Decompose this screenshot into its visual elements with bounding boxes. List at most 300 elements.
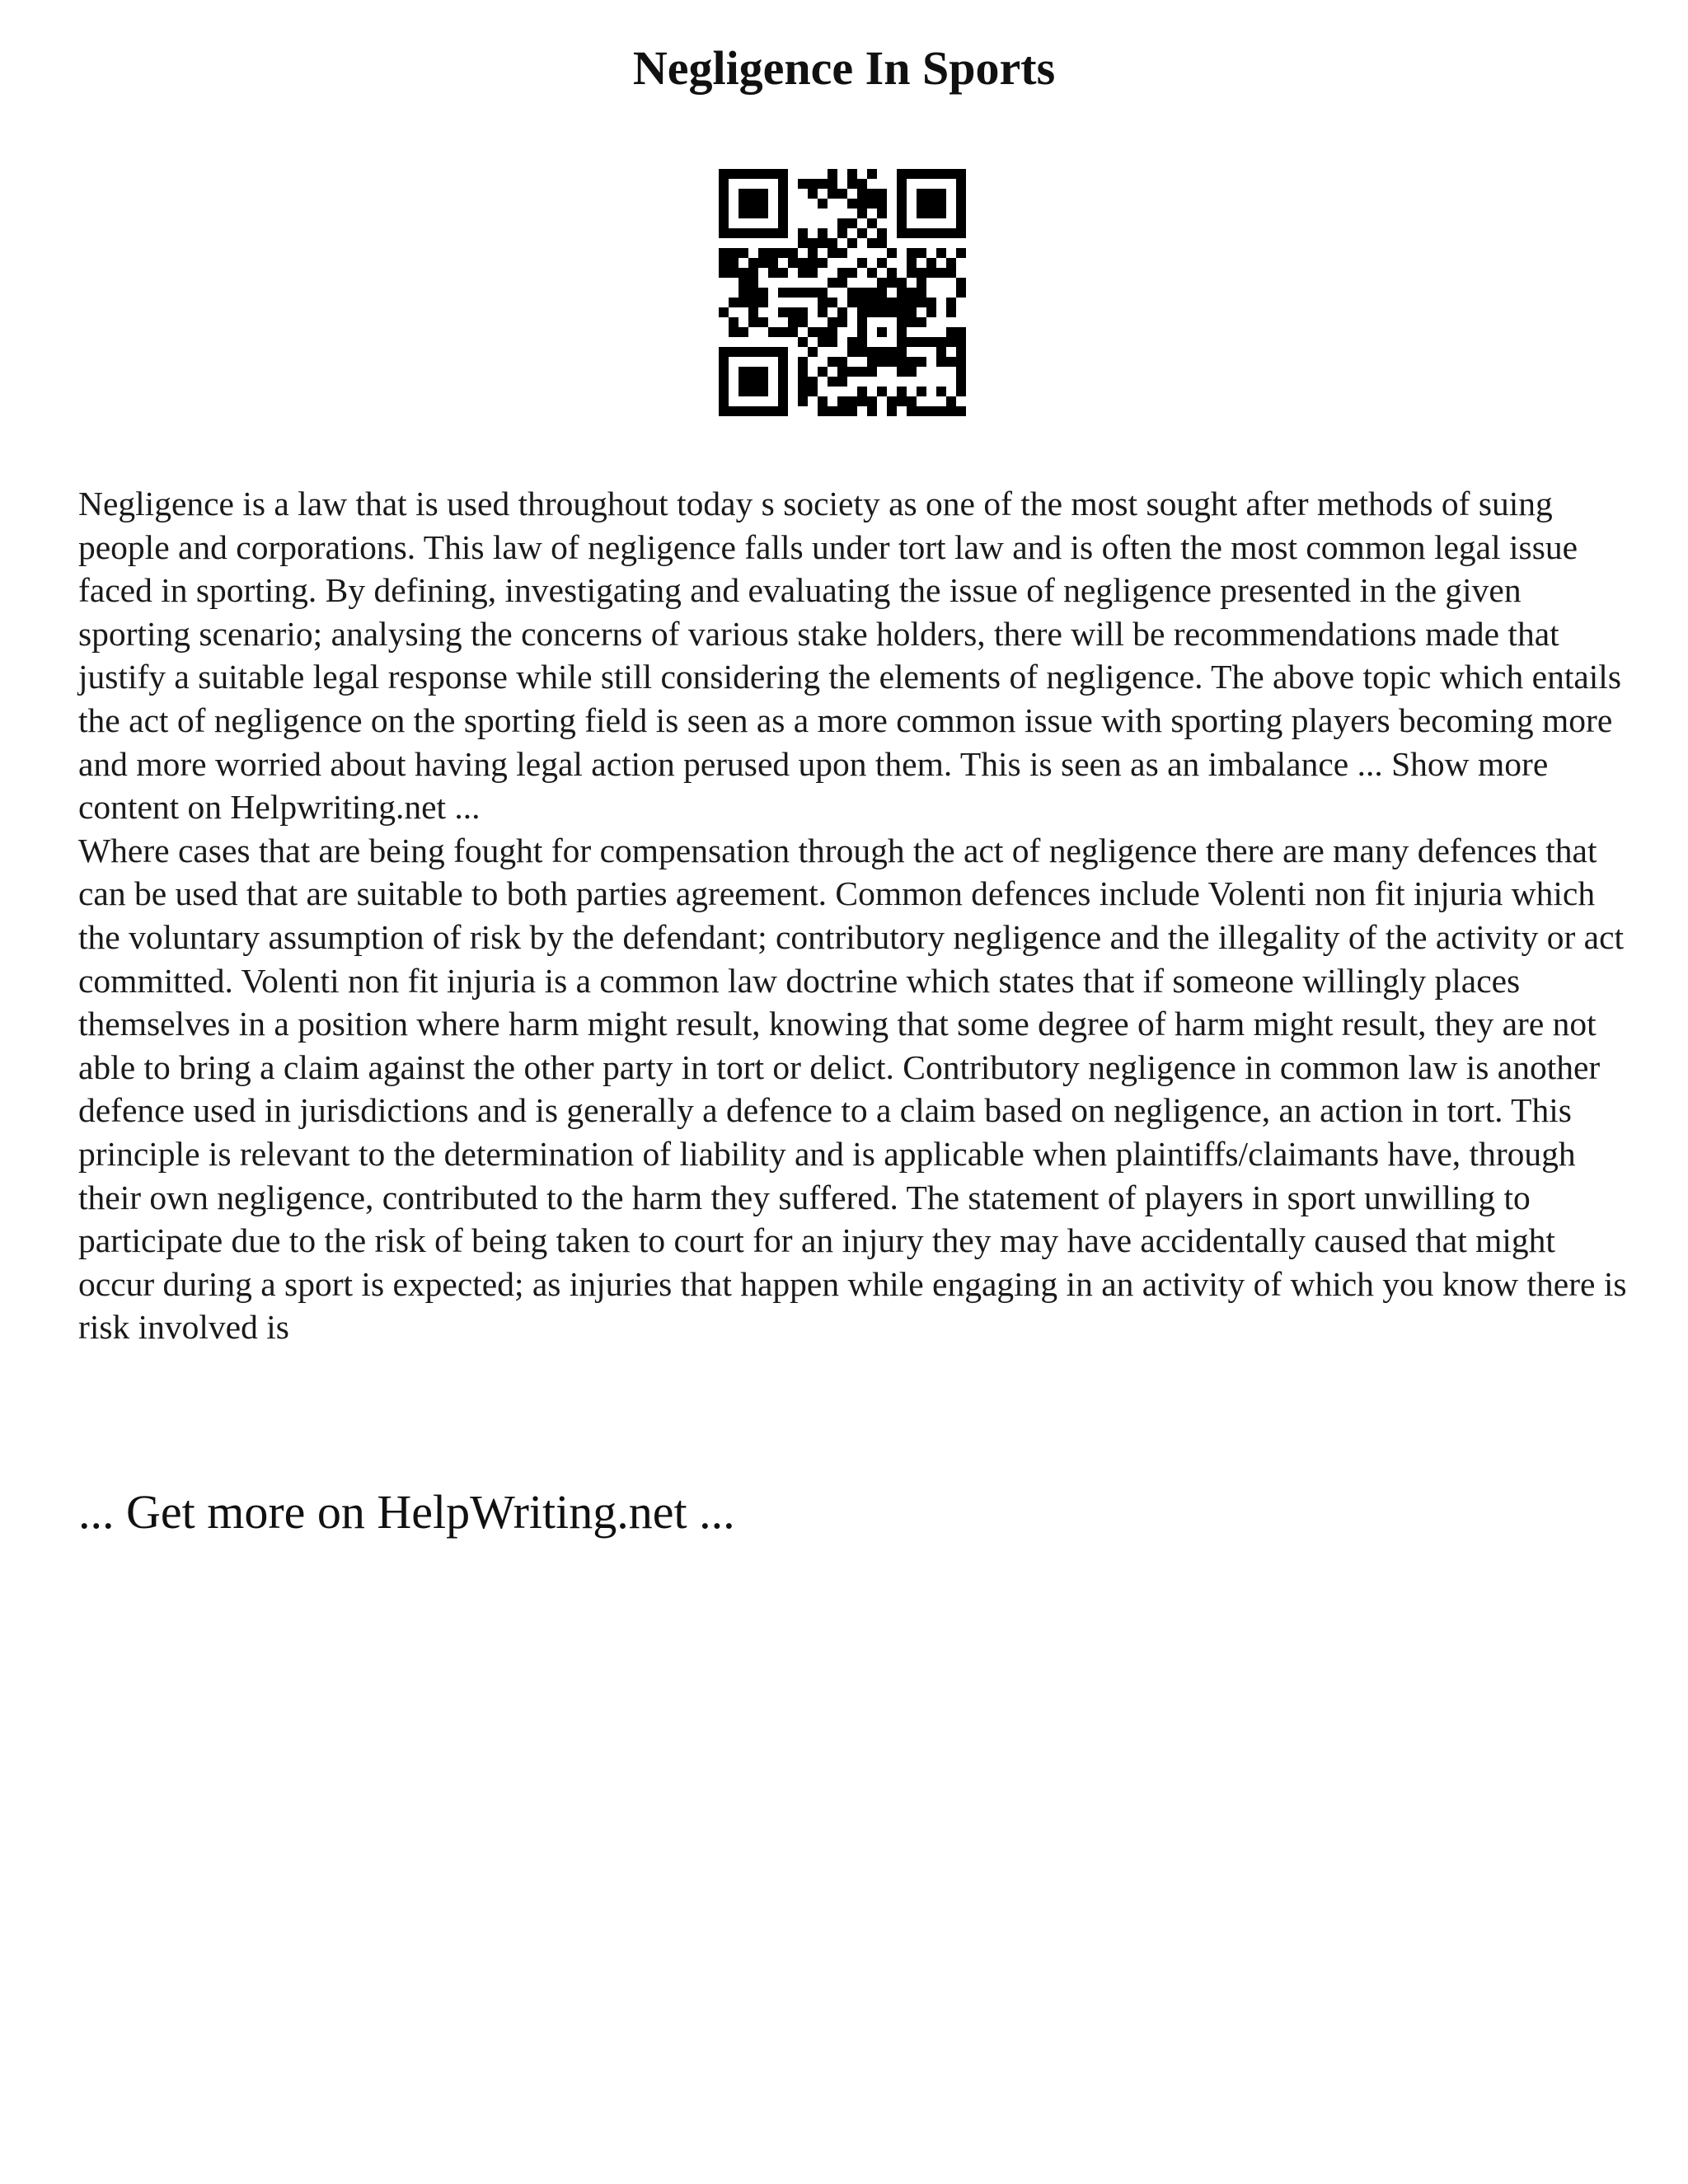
qr-module: [946, 406, 956, 416]
qr-module: [788, 248, 798, 258]
qr-module: [798, 367, 808, 377]
qr-module: [867, 347, 877, 357]
qr-module: [917, 199, 926, 209]
qr-module: [956, 387, 966, 396]
qr-module: [907, 228, 917, 238]
qr-module: [837, 317, 847, 327]
qr-module: [778, 406, 788, 416]
qr-module: [798, 396, 808, 406]
qr-module: [917, 248, 926, 258]
qr-module: [748, 169, 758, 179]
qr-module: [837, 406, 847, 416]
qr-module: [768, 347, 778, 357]
qr-module: [778, 367, 788, 377]
qr-module: [778, 268, 788, 278]
qr-module: [738, 228, 748, 238]
qr-module: [738, 288, 748, 298]
qr-module: [729, 347, 738, 357]
qr-module: [778, 387, 788, 396]
qr-module: [897, 387, 907, 396]
qr-module: [877, 357, 887, 367]
qr-module: [917, 278, 926, 288]
qr-module: [818, 199, 828, 209]
qr-module: [877, 307, 887, 317]
qr-module: [936, 347, 946, 357]
qr-module: [907, 357, 917, 367]
qr-module: [867, 238, 877, 248]
qr-module: [798, 228, 808, 238]
qr-module: [897, 288, 907, 298]
qr-module: [867, 307, 877, 317]
qr-module: [867, 268, 877, 278]
qr-module: [768, 406, 778, 416]
qr-module: [877, 288, 887, 298]
qr-module: [956, 278, 966, 288]
qr-module: [936, 209, 946, 218]
qr-module: [926, 189, 936, 199]
qr-module: [768, 258, 778, 268]
qr-module: [897, 357, 907, 367]
qr-module: [818, 238, 828, 248]
qr-module: [808, 377, 818, 387]
qr-module: [748, 199, 758, 209]
qr-module: [917, 209, 926, 218]
qr-module: [729, 258, 738, 268]
qr-module: [857, 337, 867, 347]
qr-module: [778, 218, 788, 228]
qr-module: [907, 396, 917, 406]
qr-module: [768, 228, 778, 238]
qr-module: [956, 357, 966, 367]
qr-module: [719, 248, 729, 258]
qr-module: [897, 179, 907, 189]
qr-module: [778, 347, 788, 357]
qr-module: [936, 387, 946, 396]
qr-module: [946, 268, 956, 278]
qr-module: [887, 406, 897, 416]
qr-module: [729, 317, 738, 327]
qr-module: [778, 228, 788, 238]
qr-module: [768, 327, 778, 337]
qr-module: [877, 189, 887, 199]
qr-module: [719, 189, 729, 199]
qr-module: [748, 317, 758, 327]
qr-module: [738, 209, 748, 218]
qr-module: [897, 367, 907, 377]
qr-module: [917, 268, 926, 278]
qr-module: [748, 258, 758, 268]
qr-module: [847, 238, 857, 248]
qr-module: [907, 288, 917, 298]
qr-module: [857, 367, 867, 377]
qr-module: [738, 189, 748, 199]
qr-module: [956, 377, 966, 387]
qr-module: [758, 406, 768, 416]
qr-module: [887, 248, 897, 258]
qr-module: [719, 357, 729, 367]
qr-module: [729, 169, 738, 179]
qr-module: [956, 228, 966, 238]
qr-module: [818, 179, 828, 189]
qr-module: [758, 248, 768, 258]
qr-module: [808, 347, 818, 357]
qr-module: [907, 367, 917, 377]
qr-module: [857, 307, 867, 317]
qr-module: [798, 307, 808, 317]
qr-module: [719, 179, 729, 189]
qr-module: [818, 288, 828, 298]
qr-module: [887, 396, 897, 406]
qr-module: [946, 337, 956, 347]
qr-module: [887, 307, 897, 317]
qr-module: [748, 298, 758, 307]
qr-module: [956, 337, 966, 347]
qr-module: [808, 238, 818, 248]
qr-module: [936, 228, 946, 238]
qr-module: [778, 248, 788, 258]
qr-module: [788, 288, 798, 298]
qr-module: [758, 377, 768, 387]
qr-module: [798, 357, 808, 367]
qr-module: [778, 179, 788, 189]
qr-module: [956, 248, 966, 258]
qr-module: [926, 337, 936, 347]
qr-module: [798, 387, 808, 396]
qr-module: [788, 327, 798, 337]
qr-module: [788, 307, 798, 317]
qr-module: [798, 268, 808, 278]
article-paragraph: Negligence is a law that is used throughout today s society as one of the most sought after methods of suing people and corporations. This law of negligence falls under tort law and is often the most common legal issue faced in sporting. By defining, investigating and evaluating the issue of negligence presented in the given sporting scenario; analysing the concerns of various stake holders, there will be recommendations made that justify a suitable legal response while still considering the elements of negligence. The above topic which entails the act of negligence on the sporting field is seen as a more common issue with sporting players becoming more and more worried about having legal action perused upon them. This is seen as an imbalance ... Show more content on Helpwriting.net ...: [78, 485, 1621, 827]
qr-module: [877, 278, 887, 288]
qr-module: [887, 268, 897, 278]
qr-module: [748, 377, 758, 387]
qr-module: [768, 248, 778, 258]
qr-module: [738, 278, 748, 288]
qr-module: [719, 406, 729, 416]
qr-module: [857, 327, 867, 337]
qr-module: [808, 179, 818, 189]
qr-module: [897, 347, 907, 357]
qr-module: [956, 189, 966, 199]
qr-module: [917, 387, 926, 396]
qr-module: [877, 298, 887, 307]
qr-module: [936, 199, 946, 209]
qr-module: [768, 169, 778, 179]
qr-module: [798, 337, 808, 347]
qr-module: [748, 288, 758, 298]
qr-module: [877, 258, 887, 268]
qr-module: [877, 238, 887, 248]
qr-module: [867, 357, 877, 367]
qr-module: [758, 298, 768, 307]
qr-module: [798, 238, 808, 248]
qr-module: [926, 307, 936, 317]
qr-module: [897, 228, 907, 238]
qr-module: [837, 218, 847, 228]
qr-module: [847, 218, 857, 228]
qr-module: [847, 367, 857, 377]
qr-module: [887, 298, 897, 307]
qr-module: [867, 169, 877, 179]
qr-module: [837, 228, 847, 238]
qr-module: [808, 327, 818, 337]
qr-module: [936, 406, 946, 416]
qr-module: [729, 298, 738, 307]
qr-module: [748, 278, 758, 288]
qr-module: [748, 209, 758, 218]
qr-module: [758, 387, 768, 396]
qr-module: [897, 278, 907, 288]
qr-module: [778, 327, 788, 337]
qr-module: [847, 288, 857, 298]
qr-module: [828, 377, 837, 387]
qr-module: [837, 278, 847, 288]
qr-module: [946, 327, 956, 337]
qr-module: [946, 258, 956, 268]
qr-module: [808, 258, 818, 268]
qr-module: [857, 209, 867, 218]
qr-module: [907, 248, 917, 258]
qr-module: [847, 268, 857, 278]
qr-module: [847, 199, 857, 209]
qr-module: [956, 347, 966, 357]
article-body: [78, 482, 1628, 1349]
qr-module: [897, 189, 907, 199]
qr-module: [877, 228, 887, 238]
qr-module: [867, 406, 877, 416]
qr-module: [758, 228, 768, 238]
qr-module: [758, 199, 768, 209]
qr-module: [867, 288, 877, 298]
qr-module: [729, 406, 738, 416]
qr-module: [867, 298, 877, 307]
qr-module: [926, 406, 936, 416]
get-more-link[interactable]: ... Get more on HelpWriting.net ...: [78, 1485, 735, 1539]
qr-module: [956, 169, 966, 179]
qr-module: [867, 218, 877, 228]
qr-module: [907, 268, 917, 278]
qr-module: [837, 189, 847, 199]
qr-module: [897, 218, 907, 228]
qr-module: [946, 298, 956, 307]
qr-module: [778, 169, 788, 179]
qr-module: [907, 258, 917, 268]
qr-module: [788, 258, 798, 268]
qr-module: [867, 367, 877, 377]
qr-module: [828, 169, 837, 179]
qr-module: [897, 317, 907, 327]
qr-module: [897, 199, 907, 209]
qr-module: [877, 199, 887, 209]
qr-module: [837, 367, 847, 377]
qr-module: [808, 288, 818, 298]
page-title: Negligence In Sports: [632, 41, 1056, 95]
qr-module: [738, 169, 748, 179]
qr-module: [748, 189, 758, 199]
qr-module: [828, 298, 837, 307]
qr-module: [828, 317, 837, 327]
qr-module: [837, 377, 847, 387]
qr-module: [917, 317, 926, 327]
qr-module: [758, 209, 768, 218]
qr-module: [857, 258, 867, 268]
qr-module: [857, 179, 867, 189]
qr-module: [847, 337, 857, 347]
qr-module: [808, 248, 818, 258]
qr-module: [798, 258, 808, 268]
qr-module: [808, 268, 818, 278]
qr-module: [729, 228, 738, 238]
qr-module: [857, 189, 867, 199]
qr-module: [857, 396, 867, 406]
qr-module: [778, 189, 788, 199]
qr-module: [738, 268, 748, 278]
qr-code-icon: [719, 169, 966, 416]
qr-module: [748, 406, 758, 416]
qr-module: [917, 298, 926, 307]
qr-module: [887, 357, 897, 367]
qr-code-graphic: [719, 169, 966, 416]
qr-module: [729, 248, 738, 258]
qr-module: [936, 248, 946, 258]
qr-module: [818, 367, 828, 377]
qr-module: [748, 268, 758, 278]
qr-module: [926, 228, 936, 238]
qr-module: [719, 367, 729, 377]
qr-module: [857, 347, 867, 357]
qr-module: [857, 199, 867, 209]
qr-module: [877, 347, 887, 357]
qr-module: [926, 258, 936, 268]
qr-module: [778, 377, 788, 387]
qr-module: [738, 298, 748, 307]
qr-module: [956, 218, 966, 228]
qr-module: [917, 288, 926, 298]
qr-module: [936, 268, 946, 278]
qr-module: [729, 327, 738, 337]
qr-module: [897, 169, 907, 179]
qr-module: [877, 209, 887, 218]
qr-module: [877, 387, 887, 396]
qr-module: [907, 317, 917, 327]
qr-module: [788, 317, 798, 327]
qr-module: [828, 189, 837, 199]
qr-module: [778, 199, 788, 209]
qr-module: [818, 298, 828, 307]
qr-module: [936, 169, 946, 179]
qr-module: [946, 228, 956, 238]
qr-module: [719, 307, 729, 317]
qr-module: [828, 179, 837, 189]
qr-module: [897, 298, 907, 307]
qr-module: [837, 396, 847, 406]
qr-module: [956, 209, 966, 218]
qr-module: [798, 377, 808, 387]
qr-module: [828, 248, 837, 258]
qr-module: [748, 307, 758, 317]
qr-module: [729, 268, 738, 278]
qr-module: [798, 288, 808, 298]
qr-module: [828, 406, 837, 416]
qr-module: [719, 218, 729, 228]
qr-module: [956, 367, 966, 377]
qr-module: [917, 169, 926, 179]
qr-module: [946, 396, 956, 406]
qr-module: [837, 268, 847, 278]
qr-module: [897, 337, 907, 347]
qr-module: [738, 367, 748, 377]
qr-module: [897, 307, 907, 317]
qr-module: [818, 406, 828, 416]
qr-module: [719, 169, 729, 179]
qr-module: [719, 228, 729, 238]
qr-module: [907, 337, 917, 347]
qr-module: [847, 179, 857, 189]
qr-module: [917, 228, 926, 238]
qr-module: [719, 396, 729, 406]
qr-module: [719, 199, 729, 209]
qr-module: [748, 228, 758, 238]
qr-module: [926, 268, 936, 278]
qr-module: [719, 268, 729, 278]
qr-module: [867, 189, 877, 199]
qr-module: [738, 406, 748, 416]
qr-module: [897, 209, 907, 218]
qr-module: [857, 288, 867, 298]
qr-module: [847, 169, 857, 179]
qr-module: [778, 288, 788, 298]
qr-module: [837, 357, 847, 367]
qr-module: [818, 228, 828, 238]
qr-module: [956, 288, 966, 298]
qr-module: [758, 189, 768, 199]
qr-module: [847, 347, 857, 357]
qr-module: [748, 367, 758, 377]
qr-module: [946, 169, 956, 179]
qr-module: [778, 307, 788, 317]
qr-module: [917, 337, 926, 347]
qr-module: [887, 278, 897, 288]
qr-module: [719, 258, 729, 268]
qr-module: [946, 307, 956, 317]
qr-module: [857, 228, 867, 238]
qr-module: [828, 357, 837, 367]
qr-module: [907, 298, 917, 307]
qr-module: [828, 327, 837, 337]
qr-module: [936, 337, 946, 347]
qr-module: [837, 248, 847, 258]
qr-module: [897, 396, 907, 406]
qr-module: [818, 337, 828, 347]
qr-module: [897, 327, 907, 337]
qr-module: [808, 387, 818, 396]
qr-module: [758, 288, 768, 298]
qr-module: [828, 238, 837, 248]
qr-module: [926, 199, 936, 209]
qr-module: [946, 357, 956, 367]
qr-module: [719, 377, 729, 387]
qr-module: [907, 169, 917, 179]
qr-module: [857, 387, 867, 396]
qr-module: [748, 387, 758, 396]
qr-module: [768, 268, 778, 278]
qr-module: [738, 248, 748, 258]
qr-module: [917, 357, 926, 367]
qr-module: [936, 189, 946, 199]
qr-module: [847, 396, 857, 406]
qr-module: [778, 396, 788, 406]
qr-module: [907, 307, 917, 317]
